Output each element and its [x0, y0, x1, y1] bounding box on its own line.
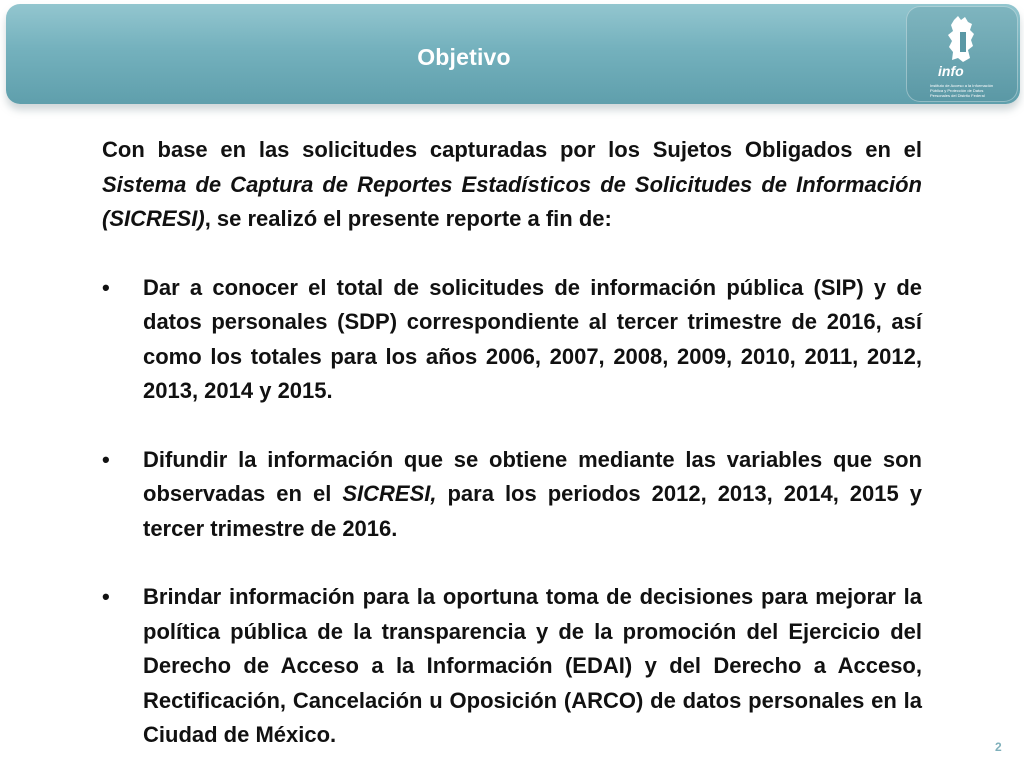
- objectives-list: [102, 271, 922, 753]
- logo-text: info: [938, 63, 964, 79]
- page-title: Objetivo: [417, 44, 511, 70]
- bullet-text: Difundir la información que se obtiene mediante las variables que son observadas en el: [143, 446, 922, 506]
- city-emblem-icon: [946, 14, 980, 64]
- main-content: [102, 133, 922, 753]
- logo-subtext: Instituto de Acceso a la Información Pública y Protección de Datos Personales del Distrito Federal: [930, 83, 994, 98]
- bullet-text: Brindar información para la oportuna toma de decisiones para mejorar la política pública de la transparencia y de la promoción del Ejercicio del Derecho de Acceso a la Información (EDAI) y del Derecho a Acceso, Rectificación, Cancelación u Oposición (ARCO) de datos personales en la Ciudad de México.: [143, 584, 922, 747]
- bullet-icon: •: [102, 446, 110, 472]
- intro-text-end: , se realizó el presente reporte a fin de:: [204, 206, 612, 231]
- bullet-text: Dar a conocer el total de solicitudes de información pública (SIP) y de datos personales (SDP) correspondiente al tercer trimestre de 2016, así como los totales para los años 2006, 2007, 2008, 2009, 2010, 2011, 2012, 2013, 2014 y 2015.: [143, 274, 922, 403]
- list-item: [102, 271, 922, 409]
- logo: [906, 6, 1018, 102]
- bullet-icon: •: [102, 274, 110, 300]
- list-item: [102, 580, 922, 753]
- bullet-text-end: para los periodos 2012, 2013, 2014, 2015 y tercer trimestre de 2016.: [143, 481, 922, 541]
- page-number: 2: [995, 740, 1002, 754]
- intro-italic-text: Sistema de Captura de Reportes Estadísticos de Solicitudes de Información (SICRESI): [102, 171, 922, 231]
- list-item: [102, 443, 922, 547]
- intro-paragraph: [102, 133, 922, 237]
- header-bar: [6, 4, 1020, 104]
- bullet-italic-text: SICRESI,: [342, 481, 437, 506]
- bullet-icon: •: [102, 584, 110, 609]
- intro-text: Con base en las solicitudes capturadas por los Sujetos Obligados en el: [102, 137, 922, 162]
